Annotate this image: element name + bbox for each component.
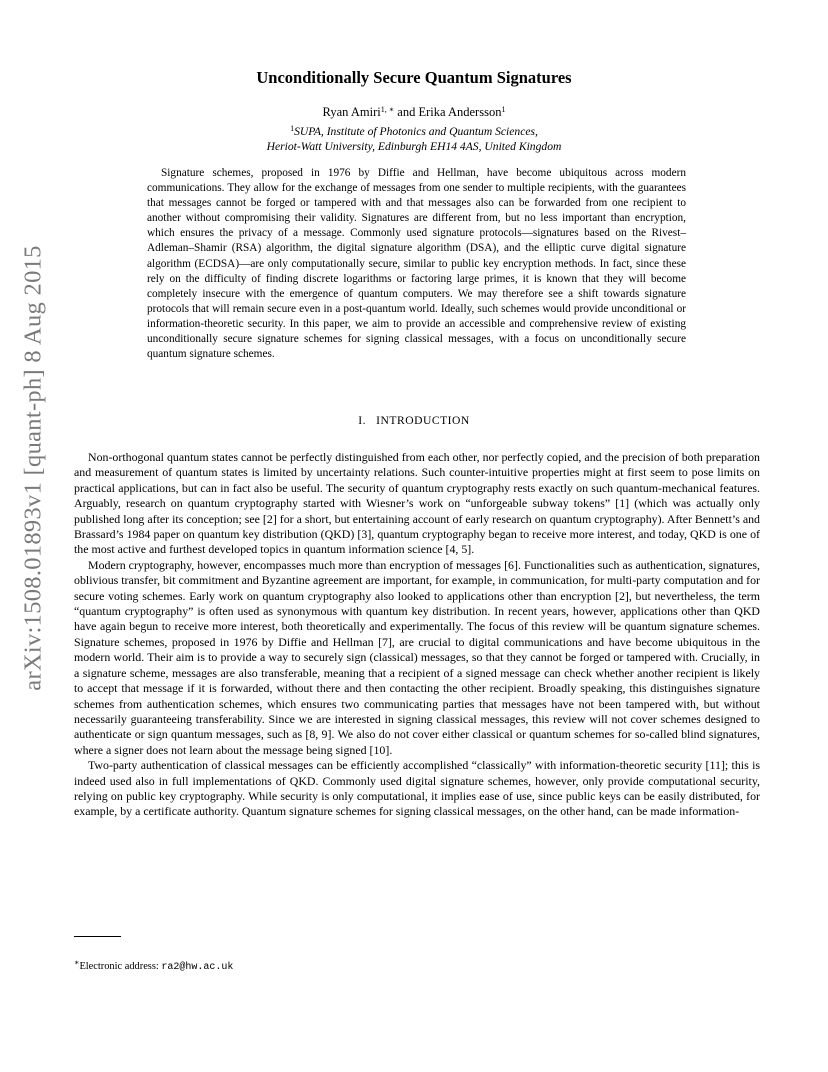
author-affiliation-mark: 1	[501, 105, 506, 114]
affiliation-mark: 1	[290, 124, 295, 133]
body-text	[74, 450, 760, 820]
abstract: Signature schemes, proposed in 1976 by Diffie and Hellman, have become ubiquitous across modern communications. They allow for the exchange of messages from one sender to multiple recipients, with the guarantees that messages cannot be forged or tampered with and that messages also can be forwarded from one recipient to another without compromising their validity. Signatures are different from, but no less important than encryption, which ensures the privacy of a message. Commonly used signature protocols—signatures based on the Rivest–Adleman–Shamir (RSA) algorithm, the digital signature algorithm (DSA), and the elliptic curve digital signature algorithm (ECDSA)—are only computationally secure, similar to public key encryption methods. In fact, since these rely on the difficulty of finding discrete logarithms or factoring large primes, it is known that they will become completely insecure with the emergence of quantum computers. We may therefore see a shift towards signature protocols that will remain secure even in a post-quantum world. Ideally, such schemes would provide unconditional or information-theoretic security. In this paper, we aim to provide an accessible and comprehensive review of existing unconditionally secure signature schemes for signing classical messages, with a focus on unconditionally secure quantum signature schemes.	[147, 167, 686, 361]
author-conjunction: and	[394, 105, 419, 119]
email-link[interactable]: ra2@hw.ac.uk	[161, 962, 234, 973]
footnote-marker: ∗	[74, 958, 80, 967]
author-name: Ryan Amiri	[322, 105, 381, 119]
arxiv-identifier-text: arXiv:1508.01893v1 [quant-ph] 8 Aug 2015	[20, 245, 47, 691]
paragraph: Two-party authentication of classical messages can be efficiently accomplished “classically” with information-theoretic security [11]; this is indeed used also in full implementations of QKD. Commonly used digital signature schemes, however, only provide computational security, relying on public key cryptography. While security is only computational, it implies ease of use, since public keys can be easily distributed, for example, by a certificate authority. Quantum signature schemes for signing classical messages, on the other hand, can be made information-	[74, 758, 760, 819]
affiliation-line: $^1$SUPA, Institute of Photonics and Quantum Sciences,	[290, 124, 538, 138]
paper-title: Unconditionally Secure Quantum Signatures	[256, 68, 572, 87]
author-list	[0, 105, 828, 120]
author-affiliation-mark: 1, ∗	[380, 105, 395, 114]
footnote	[74, 958, 234, 973]
footnote-divider	[74, 936, 121, 937]
paragraph: Non-orthogonal quantum states cannot be perfectly distinguished from each other, nor perfectly copied, and the precision of both preparation and measurement of quantum states is limited by uncertainty relations. Such counter-intuitive properties might at first seem to pose limits on practical applications, but can in fact also be useful. The security of quantum cryptography rests exactly on such quantum-mechanical features. Arguably, research on quantum cryptography started with Wiesner’s work on “unforgeable subway tokens” [1] (which was actually only published long after its conception; see [2] for a short, but entertaining account of early research on quantum cryptography). After Bennett’s and Brassard’s 1984 paper on quantum key distribution (QKD) [3], quantum cryptography began to receive more interest, and today, QKD is one of the most active and furthest developed topics in quantum information science [4, 5].	[74, 450, 760, 557]
paragraph: Modern cryptography, however, encompasses much more than encryption of messages [6]. Functionalities such as authentication, signatures, oblivious transfer, bit commitment and Byzantine agreement are important, for example, in communication, for multi-party computation and for secure voting schemes. Early work on quantum cryptography also looked to applications other than encryption [2], but nevertheless, the term “quantum cryptography” is often used as synonymous with quantum key distribution. In recent years, however, applications other than QKD have again begun to receive more interest, both theoretically and experimentally. The focus of this review will be quantum signature schemes. Signature schemes, proposed in 1976 by Diffie and Hellman [7], are crucial to digital communications and have become ubiquitous in the modern world. Their aim is to provide a way to securely sign (classical) messages, so that they cannot be forged or tampered with. Crucially, in a signature scheme, messages are also transferable, meaning that a recipient of a signed message can check whether another recipient is likely to accept that message if it is forwarded, without there and then contacting the other recipient. Broadly speaking, this distinguishes signature schemes from authentication schemes, which ensures two communicating parties that messages have not been tampered with, but without necessarily guaranteeing transferability. Since we are interested in signing classical messages, this review will not cover schemes designed to authenticate or sign quantum messages, such as [8, 9]. We also do not cover either classical or quantum schemes for so-called blind signatures, where a signer does not learn about the message being signed [10].	[74, 557, 761, 757]
affiliation	[0, 124, 828, 154]
author-name: Erika Andersson	[418, 105, 502, 119]
affiliation-line: Heriot-Watt University, Edinburgh EH14 4AS, United Kingdom	[266, 140, 562, 153]
section-heading: I. INTRODUCTION	[358, 414, 470, 427]
arxiv-identifier	[14, 245, 54, 691]
footnote-label: Electronic address:	[79, 961, 162, 972]
